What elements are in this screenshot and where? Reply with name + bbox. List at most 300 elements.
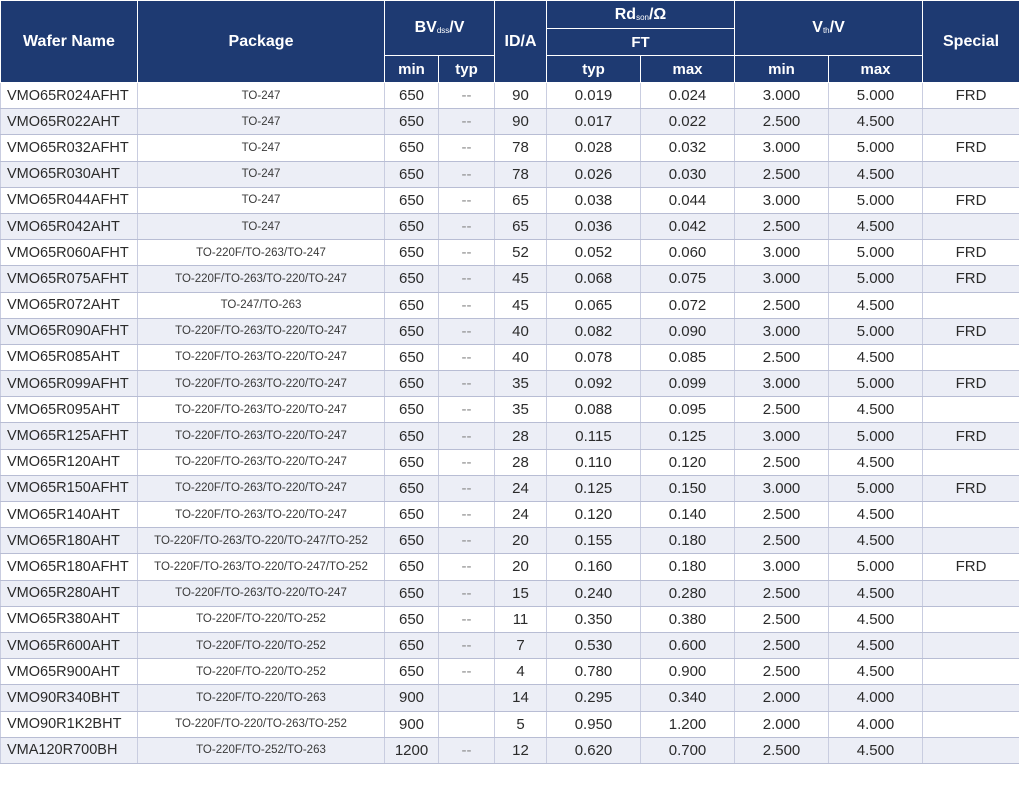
cell-vth-max: 4.500 (829, 580, 923, 606)
cell-wafer-name: VMO65R095AHT (1, 397, 138, 423)
table-row (1, 109, 1019, 135)
cell-package: TO-220F/TO-220/TO-252 (138, 632, 385, 658)
table-row (1, 606, 1019, 632)
header-package: Package (138, 1, 385, 83)
cell-special (923, 292, 1019, 318)
cell-rd-max: 0.085 (641, 344, 735, 370)
cell-package: TO-220F/TO-263/TO-220/TO-247 (138, 475, 385, 501)
cell-id: 90 (495, 83, 547, 109)
cell-bv-typ: -- (439, 737, 495, 763)
table-row (1, 240, 1019, 266)
cell-wafer-name: VMO65R044AFHT (1, 187, 138, 213)
cell-rd-typ: 0.155 (547, 528, 641, 554)
cell-vth-min: 3.000 (735, 187, 829, 213)
cell-vth-max: 4.500 (829, 528, 923, 554)
cell-rd-max: 0.072 (641, 292, 735, 318)
cell-vth-min: 2.500 (735, 161, 829, 187)
cell-vth-min: 3.000 (735, 266, 829, 292)
table-header (1, 1, 1019, 83)
table-row (1, 475, 1019, 501)
cell-vth-min: 3.000 (735, 554, 829, 580)
cell-vth-max: 4.500 (829, 397, 923, 423)
cell-bv-typ: -- (439, 554, 495, 580)
cell-rd-max: 0.340 (641, 685, 735, 711)
cell-rd-typ: 0.065 (547, 292, 641, 318)
table-row (1, 528, 1019, 554)
cell-wafer-name: VMO65R085AHT (1, 344, 138, 370)
cell-rd-max: 0.120 (641, 449, 735, 475)
header-bv-typ: typ (439, 56, 495, 83)
cell-rd-typ: 0.295 (547, 685, 641, 711)
cell-id: 45 (495, 292, 547, 318)
table-row (1, 344, 1019, 370)
cell-special: FRD (923, 475, 1019, 501)
cell-wafer-name: VMO65R090AFHT (1, 318, 138, 344)
cell-package: TO-247 (138, 83, 385, 109)
cell-package: TO-220F/TO-263/TO-220/TO-247 (138, 502, 385, 528)
cell-wafer-name: VMO65R022AHT (1, 109, 138, 135)
cell-special: FRD (923, 83, 1019, 109)
cell-id: 11 (495, 606, 547, 632)
cell-special: FRD (923, 135, 1019, 161)
cell-wafer-name: VMO65R060AFHT (1, 240, 138, 266)
table-row (1, 161, 1019, 187)
cell-special: FRD (923, 240, 1019, 266)
cell-vth-min: 2.000 (735, 711, 829, 737)
table-row (1, 659, 1019, 685)
cell-rd-max: 0.022 (641, 109, 735, 135)
header-id: ID/A (495, 1, 547, 83)
cell-id: 45 (495, 266, 547, 292)
cell-package: TO-220F/TO-252/TO-263 (138, 737, 385, 763)
cell-vth-min: 3.000 (735, 371, 829, 397)
cell-id: 5 (495, 711, 547, 737)
cell-package: TO-247 (138, 135, 385, 161)
cell-package: TO-247 (138, 109, 385, 135)
header-wafer-name: Wafer Name (1, 1, 138, 83)
cell-rd-typ: 0.036 (547, 213, 641, 239)
cell-bv-min: 650 (385, 632, 439, 658)
cell-bv-typ: -- (439, 502, 495, 528)
cell-id: 40 (495, 318, 547, 344)
cell-vth-min: 2.500 (735, 449, 829, 475)
cell-special (923, 632, 1019, 658)
cell-id: 28 (495, 449, 547, 475)
cell-vth-max: 5.000 (829, 83, 923, 109)
cell-wafer-name: VMO90R1K2BHT (1, 711, 138, 737)
cell-vth-min: 2.500 (735, 737, 829, 763)
cell-bv-typ: -- (439, 449, 495, 475)
cell-bv-min: 650 (385, 109, 439, 135)
cell-special (923, 737, 1019, 763)
cell-id: 90 (495, 109, 547, 135)
cell-bv-typ: -- (439, 344, 495, 370)
cell-rd-typ: 0.017 (547, 109, 641, 135)
cell-bv-min: 650 (385, 423, 439, 449)
cell-wafer-name: VMO90R340BHT (1, 685, 138, 711)
cell-rd-max: 0.095 (641, 397, 735, 423)
table-row (1, 292, 1019, 318)
cell-wafer-name: VMA120R700BH (1, 737, 138, 763)
cell-bv-min: 650 (385, 659, 439, 685)
cell-bv-min: 650 (385, 240, 439, 266)
cell-vth-min: 2.500 (735, 213, 829, 239)
header-ft: FT (547, 29, 735, 56)
cell-vth-max: 5.000 (829, 187, 923, 213)
cell-rd-typ: 0.092 (547, 371, 641, 397)
cell-id: 20 (495, 528, 547, 554)
cell-vth-min: 3.000 (735, 318, 829, 344)
cell-wafer-name: VMO65R180AHT (1, 528, 138, 554)
header-rd-typ: typ (547, 56, 641, 83)
cell-special: FRD (923, 266, 1019, 292)
cell-special (923, 659, 1019, 685)
cell-wafer-name: VMO65R125AFHT (1, 423, 138, 449)
cell-bv-typ: -- (439, 475, 495, 501)
table-row (1, 187, 1019, 213)
table-row (1, 580, 1019, 606)
cell-special (923, 580, 1019, 606)
cell-rd-typ: 0.125 (547, 475, 641, 501)
cell-bv-min: 650 (385, 83, 439, 109)
cell-vth-min: 2.500 (735, 659, 829, 685)
cell-rd-max: 0.044 (641, 187, 735, 213)
cell-special: FRD (923, 554, 1019, 580)
cell-bv-min: 650 (385, 266, 439, 292)
cell-package: TO-247/TO-263 (138, 292, 385, 318)
cell-bv-min: 900 (385, 711, 439, 737)
cell-rd-max: 0.099 (641, 371, 735, 397)
cell-special (923, 711, 1019, 737)
cell-special (923, 502, 1019, 528)
cell-package: TO-220F/TO-263/TO-220/TO-247 (138, 580, 385, 606)
cell-vth-max: 5.000 (829, 240, 923, 266)
cell-rd-max: 0.060 (641, 240, 735, 266)
cell-special (923, 606, 1019, 632)
header-vth-min: min (735, 56, 829, 83)
cell-bv-min: 650 (385, 187, 439, 213)
cell-bv-typ: -- (439, 292, 495, 318)
cell-bv-min: 650 (385, 135, 439, 161)
cell-bv-min: 650 (385, 528, 439, 554)
cell-wafer-name: VMO65R072AHT (1, 292, 138, 318)
cell-rd-max: 0.380 (641, 606, 735, 632)
table-row (1, 318, 1019, 344)
cell-rd-max: 0.030 (641, 161, 735, 187)
cell-rd-max: 0.042 (641, 213, 735, 239)
cell-rd-typ: 0.028 (547, 135, 641, 161)
cell-id: 52 (495, 240, 547, 266)
cell-rd-max: 1.200 (641, 711, 735, 737)
cell-special (923, 449, 1019, 475)
cell-wafer-name: VMO65R280AHT (1, 580, 138, 606)
cell-bv-typ: -- (439, 187, 495, 213)
cell-rd-typ: 0.078 (547, 344, 641, 370)
cell-vth-max: 5.000 (829, 475, 923, 501)
cell-bv-min: 650 (385, 318, 439, 344)
cell-wafer-name: VMO65R600AHT (1, 632, 138, 658)
cell-rd-max: 0.125 (641, 423, 735, 449)
cell-bv-min: 650 (385, 449, 439, 475)
cell-bv-typ: -- (439, 606, 495, 632)
cell-vth-min: 3.000 (735, 423, 829, 449)
header-vth: $V_{th}/V$ (735, 1, 923, 56)
cell-vth-max: 5.000 (829, 135, 923, 161)
cell-bv-typ: -- (439, 109, 495, 135)
cell-vth-max: 4.500 (829, 737, 923, 763)
cell-id: 78 (495, 135, 547, 161)
cell-vth-min: 2.500 (735, 632, 829, 658)
cell-id: 24 (495, 475, 547, 501)
cell-vth-min: 3.000 (735, 135, 829, 161)
cell-package: TO-220F/TO-220/TO-252 (138, 659, 385, 685)
cell-bv-typ (439, 711, 495, 737)
cell-vth-min: 2.500 (735, 502, 829, 528)
cell-package: TO-220F/TO-263/TO-220/TO-247/TO-252 (138, 554, 385, 580)
cell-package: TO-220F/TO-263/TO-247 (138, 240, 385, 266)
cell-package: TO-247 (138, 213, 385, 239)
cell-rd-max: 0.700 (641, 737, 735, 763)
cell-wafer-name: VMO65R099AFHT (1, 371, 138, 397)
cell-id: 14 (495, 685, 547, 711)
cell-rd-typ: 0.088 (547, 397, 641, 423)
cell-vth-max: 4.500 (829, 606, 923, 632)
cell-special: FRD (923, 318, 1019, 344)
cell-rd-max: 0.075 (641, 266, 735, 292)
cell-vth-max: 5.000 (829, 554, 923, 580)
cell-bv-min: 650 (385, 580, 439, 606)
cell-rd-typ: 0.038 (547, 187, 641, 213)
cell-id: 15 (495, 580, 547, 606)
cell-rd-typ: 0.240 (547, 580, 641, 606)
cell-wafer-name: VMO65R380AHT (1, 606, 138, 632)
cell-rd-max: 0.600 (641, 632, 735, 658)
cell-rd-typ: 0.120 (547, 502, 641, 528)
cell-id: 12 (495, 737, 547, 763)
cell-id: 78 (495, 161, 547, 187)
cell-rd-typ: 0.110 (547, 449, 641, 475)
cell-id: 28 (495, 423, 547, 449)
header-rd-max: max (641, 56, 735, 83)
cell-rd-typ: 0.068 (547, 266, 641, 292)
cell-id: 7 (495, 632, 547, 658)
cell-bv-typ: -- (439, 83, 495, 109)
cell-vth-min: 3.000 (735, 83, 829, 109)
cell-rd-typ: 0.530 (547, 632, 641, 658)
cell-package: TO-220F/TO-263/TO-220/TO-247 (138, 449, 385, 475)
cell-special: FRD (923, 371, 1019, 397)
header-special: Special (923, 1, 1019, 83)
cell-package: TO-220F/TO-263/TO-220/TO-247 (138, 397, 385, 423)
table-row (1, 711, 1019, 737)
cell-bv-min: 650 (385, 475, 439, 501)
cell-rd-typ: 0.115 (547, 423, 641, 449)
cell-bv-typ: -- (439, 397, 495, 423)
table-row (1, 135, 1019, 161)
cell-package: TO-220F/TO-263/TO-220/TO-247 (138, 318, 385, 344)
table-row (1, 423, 1019, 449)
cell-id: 20 (495, 554, 547, 580)
cell-package: TO-247 (138, 161, 385, 187)
table-row (1, 632, 1019, 658)
cell-bv-min: 650 (385, 344, 439, 370)
cell-rd-typ: 0.160 (547, 554, 641, 580)
header-vth-max: max (829, 56, 923, 83)
cell-id: 65 (495, 187, 547, 213)
cell-vth-max: 4.000 (829, 685, 923, 711)
cell-rd-typ: 0.350 (547, 606, 641, 632)
cell-bv-typ: -- (439, 580, 495, 606)
cell-wafer-name: VMO65R150AFHT (1, 475, 138, 501)
cell-vth-max: 4.500 (829, 213, 923, 239)
cell-rd-max: 0.024 (641, 83, 735, 109)
cell-special (923, 528, 1019, 554)
table-row (1, 737, 1019, 763)
cell-vth-max: 4.500 (829, 109, 923, 135)
cell-vth-min: 2.500 (735, 606, 829, 632)
cell-package: TO-220F/TO-263/TO-220/TO-247 (138, 266, 385, 292)
cell-rd-typ: 0.620 (547, 737, 641, 763)
cell-bv-min: 1200 (385, 737, 439, 763)
cell-rd-max: 0.180 (641, 554, 735, 580)
cell-vth-max: 5.000 (829, 371, 923, 397)
cell-vth-max: 5.000 (829, 423, 923, 449)
cell-rd-typ: 0.026 (547, 161, 641, 187)
cell-bv-typ: -- (439, 240, 495, 266)
cell-bv-typ: -- (439, 632, 495, 658)
cell-rd-max: 0.900 (641, 659, 735, 685)
table-row (1, 397, 1019, 423)
cell-special (923, 161, 1019, 187)
cell-package: TO-220F/TO-263/TO-220/TO-247 (138, 423, 385, 449)
cell-id: 65 (495, 213, 547, 239)
cell-special (923, 344, 1019, 370)
cell-bv-min: 650 (385, 161, 439, 187)
cell-bv-min: 650 (385, 213, 439, 239)
cell-wafer-name: VMO65R140AHT (1, 502, 138, 528)
cell-id: 4 (495, 659, 547, 685)
cell-vth-min: 2.500 (735, 344, 829, 370)
table-row (1, 685, 1019, 711)
cell-special: FRD (923, 423, 1019, 449)
cell-vth-max: 5.000 (829, 266, 923, 292)
cell-package: TO-247 (138, 187, 385, 213)
cell-vth-max: 4.500 (829, 161, 923, 187)
cell-rd-typ: 0.780 (547, 659, 641, 685)
cell-bv-typ: -- (439, 659, 495, 685)
cell-package: TO-220F/TO-263/TO-220/TO-247/TO-252 (138, 528, 385, 554)
cell-id: 35 (495, 397, 547, 423)
cell-rd-typ: 0.082 (547, 318, 641, 344)
cell-bv-typ: -- (439, 135, 495, 161)
cell-bv-typ: -- (439, 371, 495, 397)
cell-vth-max: 4.500 (829, 449, 923, 475)
cell-bv-typ: -- (439, 528, 495, 554)
cell-bv-min: 900 (385, 685, 439, 711)
cell-wafer-name: VMO65R032AFHT (1, 135, 138, 161)
cell-rd-typ: 0.052 (547, 240, 641, 266)
cell-id: 24 (495, 502, 547, 528)
table-row (1, 502, 1019, 528)
cell-vth-min: 2.500 (735, 397, 829, 423)
cell-vth-max: 4.500 (829, 344, 923, 370)
cell-id: 35 (495, 371, 547, 397)
cell-special (923, 685, 1019, 711)
cell-package: TO-220F/TO-220/TO-263/TO-252 (138, 711, 385, 737)
cell-wafer-name: VMO65R180AFHT (1, 554, 138, 580)
cell-vth-max: 4.500 (829, 659, 923, 685)
cell-bv-min: 650 (385, 397, 439, 423)
table-row (1, 266, 1019, 292)
table-body (1, 83, 1019, 764)
cell-rd-max: 0.280 (641, 580, 735, 606)
cell-wafer-name: VMO65R024AFHT (1, 83, 138, 109)
cell-wafer-name: VMO65R075AFHT (1, 266, 138, 292)
cell-package: TO-220F/TO-220/TO-263 (138, 685, 385, 711)
cell-vth-min: 3.000 (735, 240, 829, 266)
cell-wafer-name: VMO65R030AHT (1, 161, 138, 187)
cell-rd-max: 0.150 (641, 475, 735, 501)
cell-vth-min: 2.500 (735, 292, 829, 318)
cell-bv-typ (439, 685, 495, 711)
cell-vth-max: 4.000 (829, 711, 923, 737)
cell-rd-max: 0.032 (641, 135, 735, 161)
cell-special (923, 213, 1019, 239)
cell-package: TO-220F/TO-263/TO-220/TO-247 (138, 371, 385, 397)
cell-vth-min: 2.000 (735, 685, 829, 711)
cell-special (923, 109, 1019, 135)
cell-bv-typ: -- (439, 161, 495, 187)
cell-wafer-name: VMO65R900AHT (1, 659, 138, 685)
table-row (1, 83, 1019, 109)
cell-bv-min: 650 (385, 554, 439, 580)
cell-wafer-name: VMO65R042AHT (1, 213, 138, 239)
cell-vth-min: 2.500 (735, 580, 829, 606)
cell-bv-typ: -- (439, 423, 495, 449)
cell-vth-min: 2.500 (735, 528, 829, 554)
cell-bv-min: 650 (385, 292, 439, 318)
cell-rd-max: 0.090 (641, 318, 735, 344)
cell-vth-max: 4.500 (829, 632, 923, 658)
cell-bv-typ: -- (439, 213, 495, 239)
table-row (1, 371, 1019, 397)
cell-vth-max: 4.500 (829, 502, 923, 528)
table-row (1, 449, 1019, 475)
cell-special: FRD (923, 187, 1019, 213)
header-bvdss: $BV_{dss}/V$ (385, 1, 495, 56)
cell-vth-max: 5.000 (829, 318, 923, 344)
cell-bv-min: 650 (385, 502, 439, 528)
cell-rd-typ: 0.950 (547, 711, 641, 737)
cell-bv-min: 650 (385, 371, 439, 397)
cell-bv-typ: -- (439, 318, 495, 344)
cell-vth-min: 3.000 (735, 475, 829, 501)
cell-special (923, 397, 1019, 423)
cell-id: 40 (495, 344, 547, 370)
cell-bv-min: 650 (385, 606, 439, 632)
table-row (1, 554, 1019, 580)
cell-rd-max: 0.180 (641, 528, 735, 554)
cell-vth-max: 4.500 (829, 292, 923, 318)
table-row (1, 213, 1019, 239)
cell-bv-typ: -- (439, 266, 495, 292)
header-bv-min: min (385, 56, 439, 83)
cell-rd-max: 0.140 (641, 502, 735, 528)
cell-package: TO-220F/TO-220/TO-252 (138, 606, 385, 632)
cell-rd-typ: 0.019 (547, 83, 641, 109)
cell-vth-min: 2.500 (735, 109, 829, 135)
cell-package: TO-220F/TO-263/TO-220/TO-247 (138, 344, 385, 370)
